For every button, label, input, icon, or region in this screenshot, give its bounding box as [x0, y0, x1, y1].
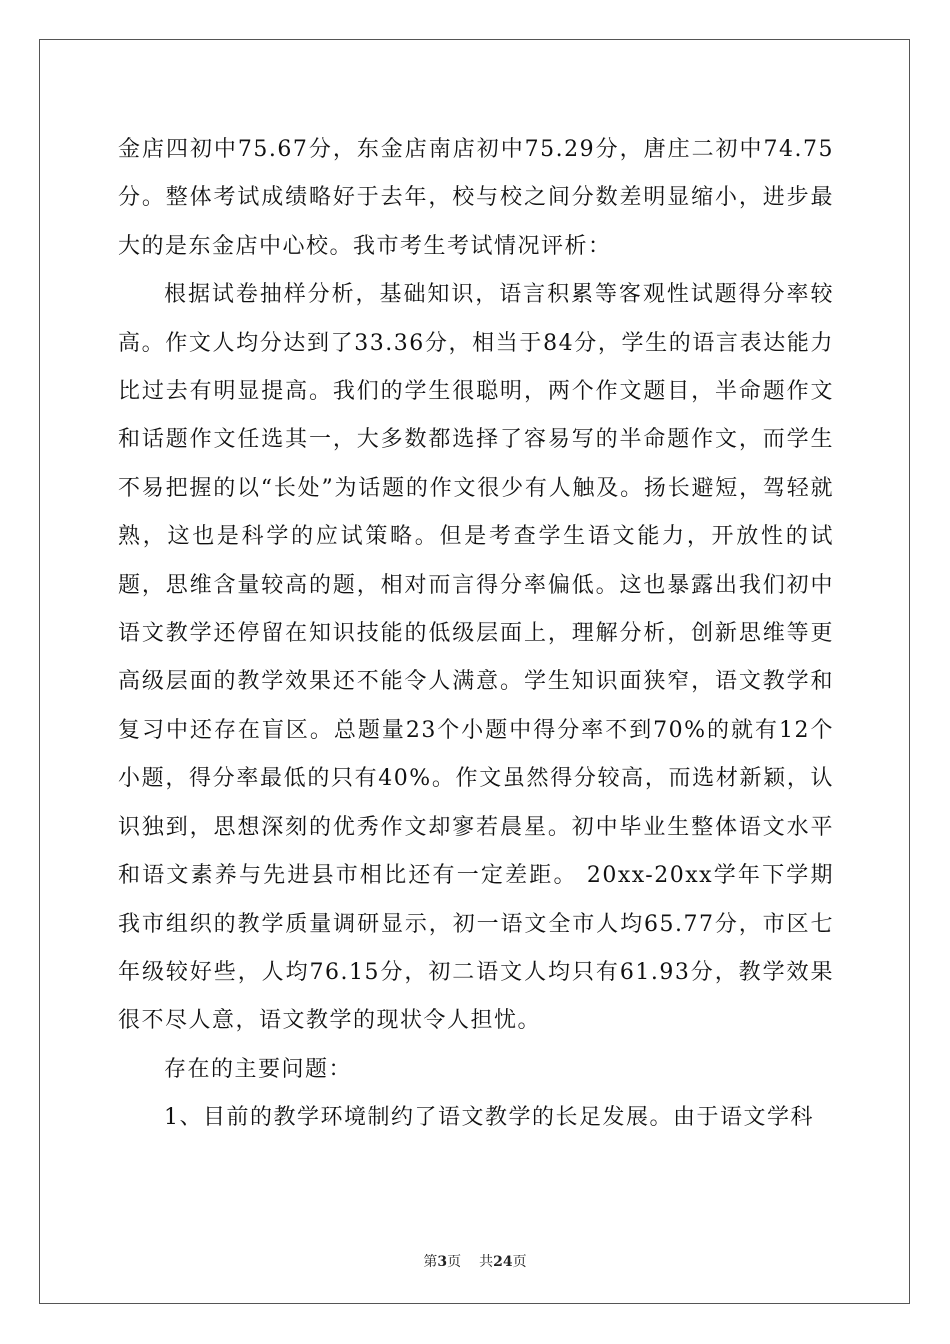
total-pages-number: 24 — [493, 1254, 513, 1270]
page-number-unit: 页 — [447, 1254, 462, 1270]
current-page-number: 3 — [437, 1254, 448, 1270]
paragraph-2: 根据试卷抽样分析，基础知识，语言积累等客观性试题得分率较高。作文人均分达到了33.36分，相当于84分，学生的语言表达能力比过去有明显提高。我们的学生很聪明，两个作文题目，半命题作文和话题作文任选其一，大多数都选择了容易写的半命题作文，而学生不易把握的以“长处”为话题的作文很少有人触及。扬长避短，驾轻就熟，这也是科学的应试策略。但是考查学生语文能力，开放性的试题，思维含量较高的题，相对而言得分率偏低。这也暴露出我们初中语文教学还停留在知识技能的低级层面上，理解分析，创新思维等更高级层面的教学效果还不能令人满意。学生知识面狭窄，语文教学和复习中还存在盲区。总题量23个小题中得分率不到70%的就有12个小题，得分率最低的只有40%。作文虽然得分较高，而选材新颖，认识独到，思想深刻的优秀作文却寥若晨星。初中毕业生整体语文水平和语文素养与先进县市相比还有一定差距。 20xx-20xx学年下学期我市组织的教学质量调研显示，初一语文全市人均65.77分，市区七年级较好些，人均76.15分，初二语文人均只有61.93分，教学效果很不尽人意，语文教学的现状令人担忧。 — [118, 282, 834, 1034]
paragraph-4: 1、目前的教学环境制约了语文教学的长足发展。由于语文学科 — [164, 1105, 814, 1131]
page-number-prefix: 第 — [423, 1254, 438, 1270]
paragraph-1: 金店四初中75.67分，东金店南店初中75.29分，唐庄二初中74.75分。整体考试成绩略好于去年，校与校之间分数差明显缩小，进步最大的是东金店中心校。我市考生考试情况评析： — [118, 137, 834, 259]
paragraph-3: 存在的主要问题： — [164, 1056, 353, 1082]
document-body — [118, 126, 834, 1143]
total-pages-prefix: 共 — [479, 1254, 494, 1270]
page-footer — [0, 1251, 950, 1271]
total-pages-unit: 页 — [512, 1254, 527, 1270]
